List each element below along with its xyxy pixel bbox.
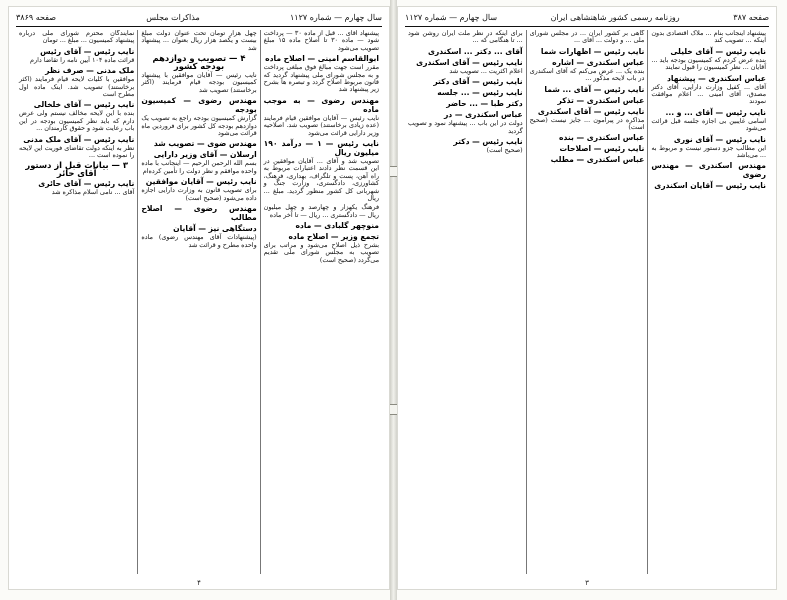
speaker-line: تجمع وزیر — اصلاح ماده xyxy=(288,231,379,241)
right-page-footer-mark: ۳ xyxy=(585,579,589,587)
paragraph: برای اینکه در نظر ملت ایران روشن شود ... تا هنگامی که ... xyxy=(407,30,523,45)
text-column xyxy=(648,30,769,574)
speaker-line: منوچهر گلبادی — ماده xyxy=(295,220,379,230)
speaker-line: عباس اسکندری — بنده xyxy=(559,133,645,143)
speaker-line: نایب رئیس — آقایان موافقین xyxy=(145,177,257,187)
left-newspaper-title: مذاکرات مجلس xyxy=(146,12,200,22)
speaker-line: نایب رئیس — آقای دکتر xyxy=(433,77,523,87)
paragraph: گاهی بر کشور ایران ... در مجلس شورای ملی ... و دولت ... آقای ... xyxy=(529,30,645,45)
right-page-columns xyxy=(405,30,769,574)
paragraph: بشرح ذیل اصلاح می‌شود و مراتب برای تصویب به مجلس شورای ملی تقدیم می‌گردد (صحیح است) xyxy=(263,240,379,264)
paragraph: نمایندگان محترم شورای ملی درباره پیشنهاد کمیسیون ... مبلغ ... تومان xyxy=(19,30,135,45)
paragraph: اعلام اکثریت ... تصویب شد xyxy=(449,66,523,75)
paragraph: پیشنهاد آقای ... قبل از ماده ۳۰ — پرداخت شود — ماده ۳۰ تا اصلاح ماده ۱۵ مبلغ تصویب می‌شود xyxy=(263,30,379,52)
paragraph: بسم الله الرحمن الرحیم — اینجانب با ماده واحده موافقم و نظر دولت را تأمین کرده‌ام xyxy=(141,159,257,175)
paragraph: (صحیح است) xyxy=(486,146,523,155)
left-page-columns xyxy=(16,30,382,574)
speaker-line: دستگاهی نیز — آقایان xyxy=(173,224,257,234)
speaker-line: آقای ... دکتر ... اسکندری xyxy=(427,46,523,56)
speaker-line: نایب رئیس — دکتر xyxy=(453,137,523,147)
speaker-line: نایب رئیس — اظهارات شما xyxy=(540,46,645,56)
speaker-line: عباس اسکندری — مطلب xyxy=(550,155,645,165)
left-page xyxy=(8,6,390,590)
speaker-line: نایب رئیس — آقای حائری xyxy=(38,179,135,189)
paragraph: گزارش کمیسیون بودجه راجع به تصویب یک دوازدهم بودجه کل کشور برای فروردین ماه قرائت می‌شود xyxy=(141,114,257,138)
paragraph: نایب رئیس — آقایان موافقین قیام فرمایند (عده زیادی برخاستند) تصویب شد. اصلاحیه وزیر دارایی قرائت می‌شود xyxy=(263,113,379,137)
paragraph: آقای ... کفیل وزارت دارایی، آقای دکتر مصدق، آقای امینی ... اعلام موافقت نمودند xyxy=(651,82,766,106)
left-page-label: صفحه ۳۸۶۹ xyxy=(16,12,57,22)
speaker-line: نایب رئیس — آقای اسکندری xyxy=(416,57,523,67)
paragraph: بنده یک ... عرض می‌کنم که آقای اسکندری در باب لایحه مذکور ... xyxy=(529,66,645,83)
speaker-line: مهندس اسکندری — مهندس رضوی xyxy=(651,161,766,180)
paragraph: اسامی غایبین بی اجازه جلسه قبل قرائت می‌شود xyxy=(651,116,766,133)
paragraph: (پیشنهادات آقای مهندس رضوی) ماده واحده مطرح و قرائت شد xyxy=(141,233,257,249)
speaker-line: ارسلان — آقای وزیر دارایی xyxy=(153,150,257,160)
paragraph: بنده با این لایحه مخالف نیستم ولی عرض دارم که باید نظر کمیسیون بودجه در این باب رعایت شود و حقوق کارمندان ... xyxy=(19,109,135,133)
speaker-line: نایب رئیس — آقای ملک مدنی xyxy=(23,134,135,144)
speaker-line: مهندس ضوی — تصویب شد xyxy=(153,139,257,149)
paragraph: نظر به اینکه دولت تقاضای فوریت این لایحه را نموده است ... xyxy=(19,143,135,160)
paragraph: نایب رئیس — آقایان موافقین با پیشنهاد کمیسیون بودجه قیام فرمایند (اکثر برخاستند) تصویب شد xyxy=(141,71,257,94)
speaker-line: ملک مدنی — صرف نظر xyxy=(45,66,135,76)
paragraph: قرائت ماده ۱۰۴ آیین نامه را تقاضا دارم xyxy=(30,55,135,64)
speaker-line: نایب رئیس — آقای اسکندری xyxy=(537,106,645,116)
right-page-header xyxy=(405,10,769,27)
right-page-label: صفحه ۳۸۷ xyxy=(733,12,769,22)
speaker-line: نایب رئیس — آقای رئیس xyxy=(40,46,135,56)
paragraph: این مطالب جزو دستور نیست و مربوط به ... می‌باشد xyxy=(651,143,766,160)
speaker-line: نایب رئیس — اصلاحات xyxy=(559,144,645,154)
right-newspaper-title: روزنامه رسمی کشور شاهنشاهی ایران xyxy=(550,12,680,22)
speaker-line: مهندس رضوی — به موجب ماده xyxy=(263,95,379,114)
paragraph: برای تصویب قانون به وزارت دارایی اجازه داده می‌شود (صحیح است) xyxy=(141,186,257,202)
paragraph: دولت در این باب ... پیشنهاد نمود و تصویب گردید xyxy=(407,119,523,135)
speaker-line: عباس اسکندری — تذکر xyxy=(557,95,645,105)
right-page xyxy=(397,6,777,590)
speaker-line: نایب رئیس — آقای ... و ... xyxy=(665,107,766,117)
speaker-line: ابوالقاسم امینی — اصلاح ماده xyxy=(265,54,379,64)
paragraph: مذاکره در پیرامون ... جایز نیست (صحیح است) xyxy=(529,115,645,132)
paragraph: فرهنگ یکهزار و چهارصد و چهل میلیون ریال — دادگستری ... ریال — تا آخر ماده xyxy=(263,203,379,219)
binding-gutter xyxy=(390,0,397,600)
speaker-line: دکتر طبا — ... حاضر xyxy=(446,99,523,109)
speaker-line: نایب رئیس — ... جلسه xyxy=(437,88,523,98)
speaker-line: نایب رئیس — ۱ — درآمد ۱۹۰ میلیون ریال xyxy=(263,139,379,158)
left-page-number: سال چهارم — شماره ۱۱۲۷ xyxy=(289,12,382,22)
speaker-line: مهندس رضوی — اصلاح مطالب xyxy=(141,204,257,223)
speaker-line: عباس اسکندری — در xyxy=(443,110,523,120)
text-column xyxy=(261,30,382,574)
section-heading: ۴ — تصویب و دوازدهم بودجه کشور xyxy=(152,53,246,71)
speaker-line: مهندس رضوی — کمیسیون بودجه xyxy=(141,96,257,115)
speaker-line: نایب رئیس — آقای خلیلی xyxy=(670,46,766,56)
paragraph: پیشنهاد اینجانب بنام ... ملاک اقتصادی بدون اینکه ... تصویب کند xyxy=(651,30,766,45)
text-column xyxy=(527,30,649,574)
speaker-line: عباس اسکندری — اشاره xyxy=(552,57,645,67)
speaker-line: نایب رئیس — آقای خلخالی xyxy=(33,100,135,110)
left-page-footer-mark: ۴ xyxy=(197,579,201,587)
speaker-line: نایب رئیس — آقایان اسکندری xyxy=(654,181,766,191)
paragraph: مقرر است جهت مبالغ فوق مبلغی پرداخت و به مجلس شورای ملی پیشنهاد گردید که قانون مربوط اصلاح گردد و تبصره ها بشرح زیر پیشنهاد شد xyxy=(263,63,379,94)
speaker-line: نایب رئیس — آقای ... شما xyxy=(544,84,645,94)
section-heading: ۳ — بیانات قبل از دستور آقای حائر xyxy=(25,160,128,178)
speaker-line: عباس اسکندری — پیشنهاد xyxy=(667,73,766,83)
paragraph: تصویب شد و آقای ... آقایان موافقین در این قسمت نظر دادند اعتبارات مربوط به راه آهن، پست و تلگراف، بهداری، فرهنگ، کشاورزی، دادگستری، وزارت جنگ و شهربانی کل کشور منظور گردید. مبلغ ... ریال xyxy=(263,157,379,203)
paragraph: آقای ... نامی اسلام مذاکره شد xyxy=(51,188,135,197)
text-column xyxy=(405,30,527,574)
text-column xyxy=(16,30,138,574)
paragraph: موافقین با کلیات لایحه قیام فرمایند (اکثر برخاستند) تصویب شد. اینک ماده اول مطرح است xyxy=(19,75,135,99)
left-page-header xyxy=(16,10,382,27)
paragraph: بنده عرض کردم که کمیسیون بودجه باید ... آقایان ... نظر کمیسیون را قبول نمایند xyxy=(651,55,766,72)
paragraph: چهل هزار تومان تحت عنوان دولت مبلغ بیست و یکصد هزار ریال بعنوان ... پیشنهاد شد xyxy=(141,30,257,52)
speaker-line: نایب رئیس — آقای نوری xyxy=(673,134,766,144)
right-issue-line: سال چهارم — شماره ۱۱۲۷ xyxy=(405,12,498,22)
text-column xyxy=(138,30,260,574)
